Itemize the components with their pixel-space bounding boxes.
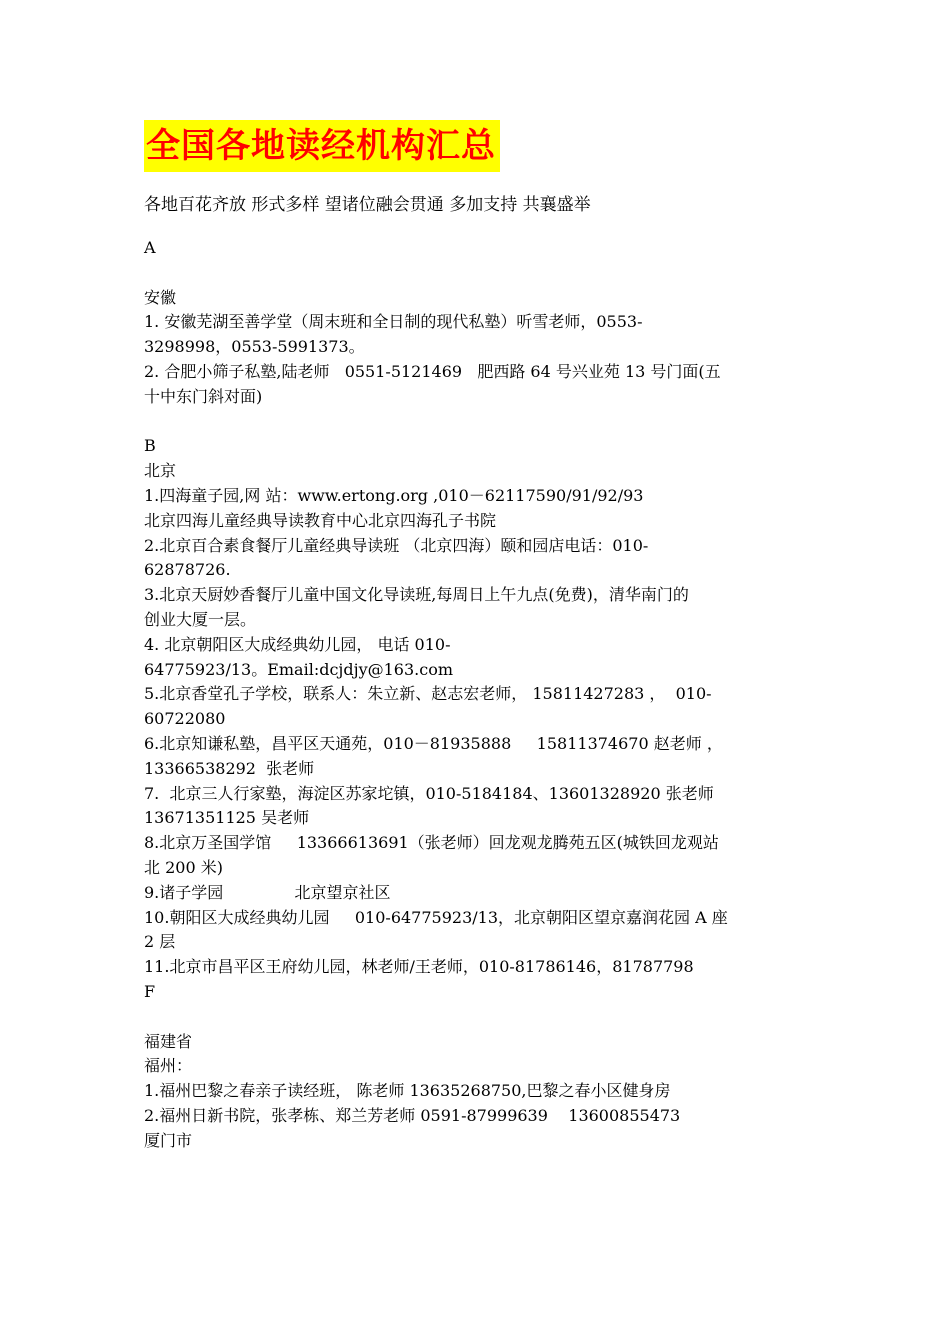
text-line: 13671351125 吴老师 xyxy=(144,808,310,828)
text-line: 安徽 xyxy=(144,287,177,307)
blank-line xyxy=(144,261,814,286)
document-subtitle: 各地百花齐放 形式多样 望诸位融会贯通 多加支持 共襄盛举 xyxy=(144,195,591,215)
text-line: 6.北京知谦私塾，昌平区天通苑，010－81935888 15811374670 赵老师 ， xyxy=(144,733,723,753)
text-line: 64775923/13。Email:dcjdjy@163.com xyxy=(144,659,454,679)
text-line: 3.北京天厨妙香餐厅儿童中国文化导读班,每周日上午九点(免费)，清华南门的 xyxy=(144,585,689,605)
text-line: 1.福州巴黎之春亲子读经班， 陈老师 13635268750,巴黎之春小区健身房 xyxy=(144,1081,671,1101)
text-line: 4. 北京朝阳区大成经典幼儿园， 电话 010- xyxy=(144,634,451,654)
text-line: A xyxy=(144,238,156,257)
text-line: 9.诸子学园 北京望京社区 xyxy=(144,882,391,902)
text-line: 创业大厦一层。 xyxy=(144,609,257,629)
blank-line xyxy=(144,410,814,435)
text-line: 7. 北京三人行家塾，海淀区苏家坨镇，010-5184184、13601328920 张老师 xyxy=(144,783,714,803)
text-line: F xyxy=(144,981,156,1001)
document-body xyxy=(144,236,814,1153)
text-line: 8.北京万圣国学馆 13366613691（张老师）回龙观龙腾苑五区(城铁回龙观站 xyxy=(144,833,719,853)
text-line: 60722080 xyxy=(144,709,226,729)
text-line: 10.朝阳区大成经典幼儿园 010-64775923/13，北京朝阳区望京嘉润花园 A 座 xyxy=(144,907,728,927)
document-page xyxy=(144,120,814,1153)
text-line: 62878726. xyxy=(144,560,231,580)
text-line: 十中东门斜对面) xyxy=(144,386,263,406)
text-line: 2.北京百合素食餐厅儿童经典导读班 （北京四海）颐和园店电话：010- xyxy=(144,535,649,555)
document-title: 全国各地读经机构汇总 xyxy=(144,120,500,172)
text-line: 2.福州日新书院，张孝栋、郑兰芳老师 0591-87999639 13600855473 xyxy=(144,1105,681,1125)
text-line: 福建省 xyxy=(144,1031,193,1051)
text-line: 1. 安徽芜湖至善学堂（周末班和全日制的现代私塾）听雪老师，0553- xyxy=(144,312,643,332)
text-line: B xyxy=(144,436,156,456)
text-line: 北 200 米) xyxy=(144,857,223,877)
text-line: 北京四海儿童经典导读教育中心北京四海孔子书院 xyxy=(144,510,497,530)
text-line: 13366538292 张老师 xyxy=(144,758,315,778)
text-line: 2 层 xyxy=(144,932,176,952)
text-line: 1.四海童子园,网 站：www.ertong.org ,010－62117590/91/92/93 xyxy=(144,485,644,505)
text-line: 福州： xyxy=(144,1056,193,1076)
text-line: 厦门市 xyxy=(144,1130,193,1150)
text-line: 5.北京香堂孔子学校，联系人：朱立新、赵志宏老师， 15811427283 ， 010- xyxy=(144,684,712,704)
text-line: 3298998，0553-5991373。 xyxy=(144,337,365,357)
blank-line xyxy=(144,1005,814,1030)
text-line: 2. 合肥小筛子私塾,陆老师 0551-5121469 肥西路 64 号兴业苑 13 号门面(五 xyxy=(144,361,721,381)
text-line: 11.北京市昌平区王府幼儿园，林老师/王老师，010-81786146，81787798 xyxy=(144,957,694,977)
text-line: 北京 xyxy=(144,461,177,481)
